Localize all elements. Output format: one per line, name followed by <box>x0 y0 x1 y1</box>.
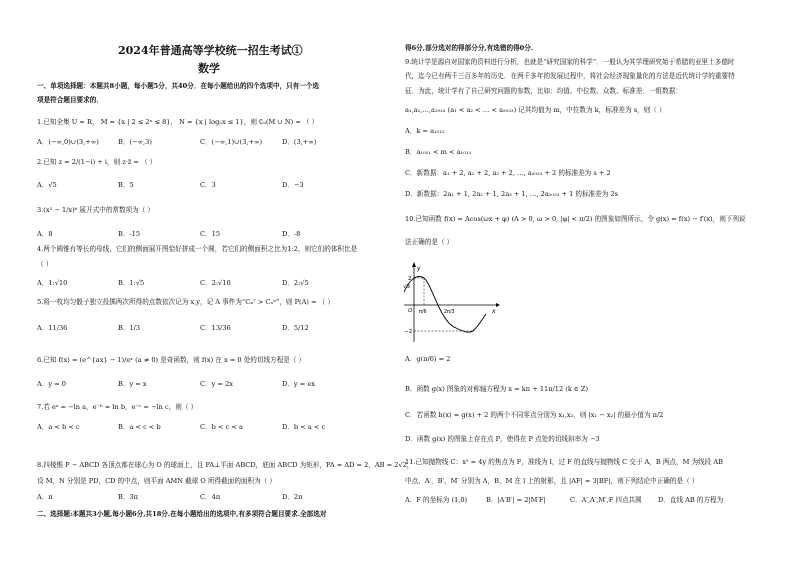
q5-option-c: C．13/36 <box>200 324 231 332</box>
graph-x-arrow-icon <box>496 303 500 307</box>
graph-label-minus2: −2 <box>404 329 413 335</box>
q2-option-c: C．3 <box>200 181 216 189</box>
q1-stem: 1.已知全集 U = R， M = {x | 2 ≤ 2ˣ ≤ 8}， N = {x | log₂x ≤ 1}，则 ∁ᵤ(M ∪ N) = （ ） <box>37 118 319 126</box>
q11-option-b: B．|A′B′| = 2|M′F| <box>486 496 546 504</box>
q10-option-b: B．函数 g(x) 图象的对称轴方程为 x = kπ + 11π/12 (k ∈ Z) <box>405 385 589 393</box>
q7-option-b: B．a < c < b <box>118 423 161 431</box>
q7-option-d: D．b < a < c <box>282 423 326 431</box>
q9-line2: 代，迄今已有两千三百多年的历史．在两千多年的发展过程中，将社会经济现象量化的方法是近代统计学的重要特 <box>405 72 735 80</box>
q10-option-d: D．函数 g(x) 的图象上存在点 P，使得在 P 点处的切线斜率为 −3 <box>405 435 600 443</box>
q9-line3: 征．为此，统计学有了自己研究问题的参数，比如：均值、中位数、众数、标准差．一组数据： <box>405 87 682 95</box>
q11-line2: 中点，A′，B′，M′ 分别为 A，B，M 在 l 上的射影，且 |AF| = 3|BF|，则下列结论中正确的是（ ） <box>405 477 699 485</box>
q5-stem: 5.将一枚均匀骰子独立投掷两次所得的点数依次记为 x,y，记 A 事件为“Cₓ⁷ > Cₓ⁶”，则 P(A) = （ ） <box>37 298 334 306</box>
q1-option-a: A．(−∞,0)∪(3,+∞) <box>37 138 99 146</box>
q9-option-c: C．新数据：a₁ + 2, a₂ + 2, a₃ + 2, …, a₂₀₂₃ + 2 的标准差为 s + 2 <box>405 169 611 177</box>
q4-stem-line1: 4.两个圆锥有等长的母线，它们的侧面展开图恰好拼成一个圆，若它们的侧面积之比为1:2，则它们的体积比是 <box>37 245 358 253</box>
q2-stem: 2.已知 z = 2/(1−i) + i，则 z·z̄ = （ ） <box>37 158 157 166</box>
q8-option-c: C．4π <box>200 493 221 501</box>
section1-heading-line2: 项是符合题目要求的． <box>37 96 103 104</box>
graph-curve <box>404 277 486 333</box>
section2-heading: 二、选择题:本题共3小题,每小题6分,共18分.在每小题给出的选项中,有多项符合题目要求.全部选对 <box>37 510 327 518</box>
graph-x-label: x <box>492 308 496 315</box>
q6-option-a: A．y = 0 <box>37 380 66 388</box>
q9-option-d: D．新数据：2a₁ + 1, 2a₂ + 1, 2a₃ + 1, …, 2a₂₀₂₃ + 1 的标准差为 2s <box>405 190 619 198</box>
q8-stem-line1: 8.四棱锥 P − ABCD 各顶点都在球心为 O 的球面上，且 PA⊥平面 ABCD，底面 ABCD 为矩形，PA = AD = 2，AB = 2√2， <box>37 461 414 469</box>
graph-y-arrow-icon <box>412 262 416 267</box>
q7-stem: 7.若 eᵃ = −ln a，e⁻ᵇ = ln b，e⁻ᶜ = −ln c，则（ ） <box>37 403 198 411</box>
graph-tick-2pi3: 2π/3 <box>444 310 455 315</box>
q4-option-d: D．2:√5 <box>282 279 309 287</box>
q8-stem-line2: 设 M，N 分别是 PD，CD 的中点，则平面 AMN 截球 O 所得截面的面积为（ ） <box>37 477 276 485</box>
q10-line2: 法正确的是（ ） <box>405 238 454 246</box>
q4-option-a: A．1:√10 <box>37 279 68 287</box>
q5-option-d: D．5/12 <box>282 324 309 332</box>
q9-line4: a₁,a₂,…,a₂₀₂₃ (a₁ < a₂ < … < a₂₀₂₃) 记其均值为 m，中位数为 k，标准差为 s，则（ ） <box>405 106 666 114</box>
q11-option-d: D．直线 AB 的方程为 <box>658 496 724 504</box>
q9-line1: 9.统计学是源自对国家的资料进行分析，也就是“研究国家的科学”．一般认为其学理研究始于希腊的亚里士多德时 <box>405 58 735 66</box>
q5-option-b: B．1/3 <box>118 324 141 332</box>
subject-title: 数学 <box>198 62 220 75</box>
q6-option-c: C．y = 2x <box>200 380 233 388</box>
section2-heading-cont: 得6分,部分选对的得部分分,有选错的得0分. <box>405 44 534 52</box>
q3-option-c: C．15 <box>200 230 221 238</box>
q11-option-a: A．F 的坐标为 (1,0) <box>405 496 468 504</box>
q2-option-d: D．−3 <box>282 181 304 189</box>
q8-option-d: D．2π <box>282 493 303 501</box>
q6-option-b: B．y = x <box>118 380 147 388</box>
section1-heading-line1: 一、单项选择题：本题共8小题，每小题5分，共40分．在每小题给出的四个选项中，只有一个选 <box>37 82 320 90</box>
q4-option-b: B．1:√5 <box>118 279 145 287</box>
q2-option-a: A．√5 <box>37 181 57 189</box>
exam-title: 2024年普通高等学校统一招生考试① <box>118 44 303 57</box>
q3-stem: 3.(x² − 1/x)⁶ 展开式中的常数项为（ ） <box>37 206 155 214</box>
q4-stem-line2: （ ） <box>37 260 53 268</box>
q1-option-b: B．(−∞,3) <box>118 138 152 146</box>
q11-option-c: C．A′,A′,M′,F 四点共圆 <box>570 496 642 504</box>
q9-option-a: A．k = a₁₀₁₂ <box>405 127 445 135</box>
q8-option-b: B．3π <box>118 493 138 501</box>
q10-option-c: C．若函数 h(x) = g(x) + 2 的两个不同零点分别为 x₁,x₂，则 |x₁ − x₂| 的最小值为 π/2 <box>405 411 664 419</box>
q3-option-a: A．8 <box>37 230 53 238</box>
q5-option-a: A．11/36 <box>37 324 68 332</box>
q1-option-d: D．(3,+∞) <box>282 138 317 146</box>
q10-cosine-graph <box>400 262 500 344</box>
q11-line1: 11.已知抛物线 C：x² = 4y 的焦点为 F，准线为 l，过 F 的直线与抛物线 C 交于 A，B 两点，M 为线段 AB <box>405 458 723 466</box>
q4-option-c: C．2:√10 <box>200 279 231 287</box>
q7-option-a: A．a < b < c <box>37 423 80 431</box>
q3-option-b: B．-15 <box>118 230 141 238</box>
q8-option-a: A．π <box>37 493 53 501</box>
q10-option-a: A．g(π/6) = 2 <box>405 355 451 363</box>
q3-option-d: D．-8 <box>282 230 301 238</box>
q1-option-c: C．(−∞,1)∪(3,+∞) <box>200 138 263 146</box>
q2-option-b: B．5 <box>118 181 134 189</box>
q7-option-c: C．b < c < a <box>200 423 243 431</box>
graph-y-label: y <box>417 265 421 272</box>
q6-option-d: D．y = ex <box>282 380 315 388</box>
q6-stem: 6.已知 f(x) = (e^{ax} − 1)/eˣ (a ≠ 0) 是奇函数，则 f(x) 在 x = 0 处的切线方程是（ ） <box>37 356 306 364</box>
q9-option-b: B．a₁₀₁₁ < m < a₁₀₁₂ <box>405 148 472 156</box>
q10-line1: 10.已知函数 f(x) = Acos(ωx + φ) (A > 0, ω > 0, |φ| < π/2) 的图象如图所示，令 g(x) = f(x) − f′(x)，则下列说 <box>405 215 746 223</box>
graph-label-sqrt3: √3 <box>403 284 411 290</box>
graph-label-2: 2 <box>408 276 412 282</box>
graph-tick-pi6: π/6 <box>419 310 427 315</box>
graph-origin-label: O <box>408 308 413 314</box>
